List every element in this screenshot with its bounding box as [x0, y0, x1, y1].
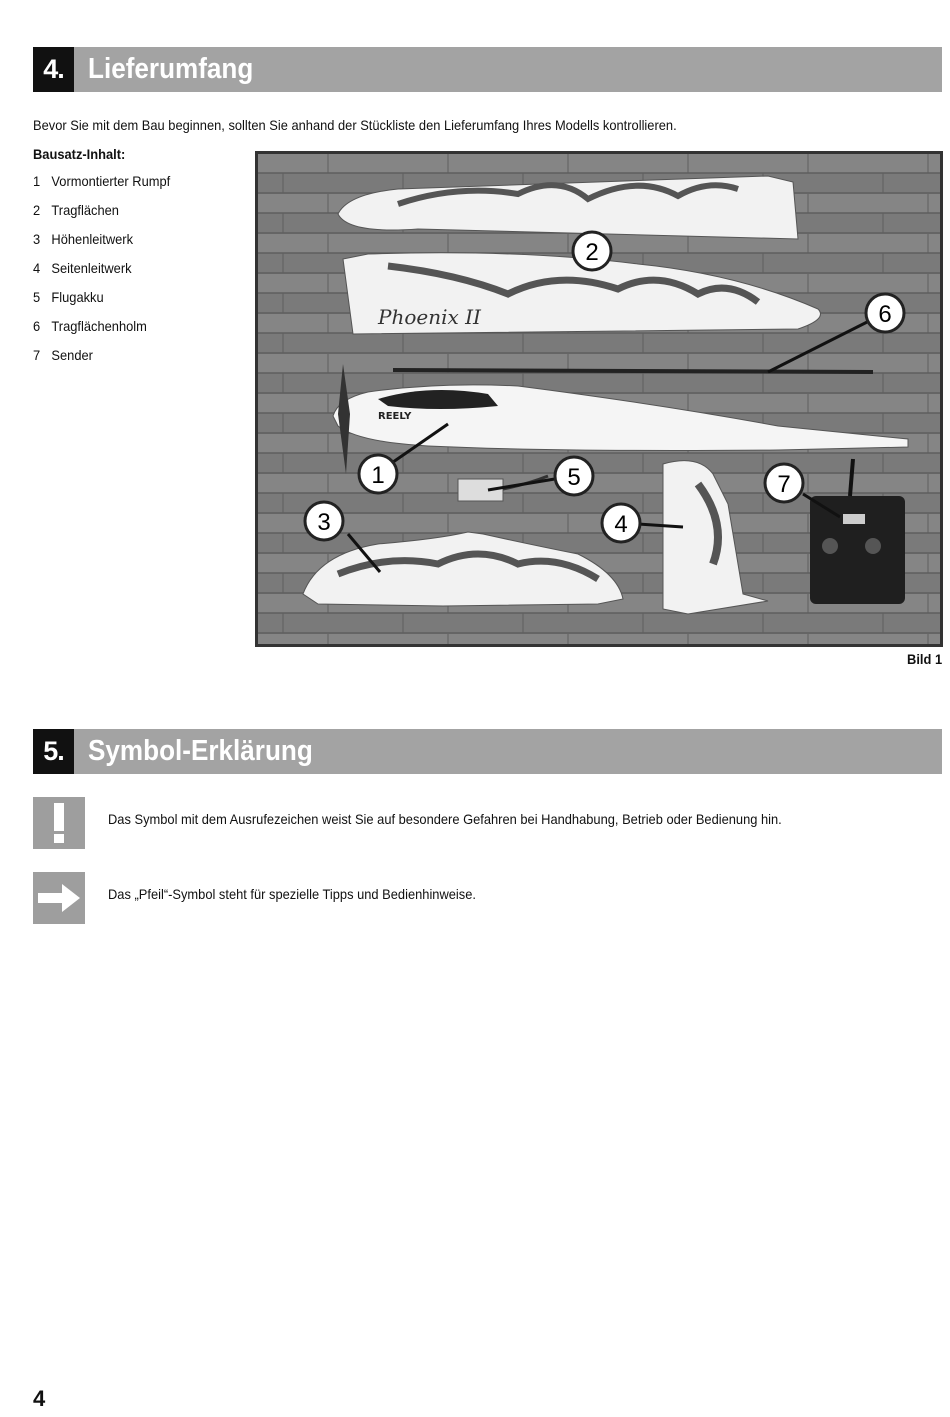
spar [393, 370, 873, 372]
svg-text:5: 5 [567, 464, 581, 491]
kit-photo [255, 151, 943, 647]
callout-5 [555, 457, 593, 495]
section-4-title: Lieferumfang [88, 53, 254, 85]
intro-text: Bevor Sie mit dem Bau beginnen, sollten Sie anhand der Stückliste den Lieferumfang Ihres Modells kontrollieren. [33, 117, 677, 133]
section-4-header [33, 47, 942, 92]
arrow-right-icon [33, 872, 85, 924]
section-4-number: 4. [33, 47, 74, 92]
callout-6 [866, 294, 904, 332]
svg-text:3: 3 [317, 509, 331, 536]
list-item: 6 Tragflächenholm [33, 318, 147, 334]
callout-3 [305, 502, 343, 540]
symbol-arrow-text: Das „Pfeil“-Symbol steht für spezielle Tipps und Bedienhinweise. [108, 886, 476, 902]
callout-2 [573, 232, 611, 270]
section-5-number: 5. [33, 729, 74, 774]
list-item: 2 Tragflächen [33, 202, 119, 218]
svg-text:1: 1 [371, 462, 385, 489]
callout-7 [765, 464, 803, 502]
brand-logo-text: REELY [378, 411, 412, 422]
list-item: 1 Vormontierter Rumpf [33, 173, 171, 189]
parts-list [33, 173, 182, 376]
kit-photo-illustration [258, 154, 940, 644]
section-5-header [33, 729, 942, 774]
list-item: 5 Flugakku [33, 289, 104, 305]
callout-1 [359, 455, 397, 493]
svg-text:2: 2 [585, 239, 599, 266]
wing-logo-text: Phoenix II [378, 305, 481, 329]
exclamation-icon [33, 797, 85, 849]
list-item: 3 Höhenleitwerk [33, 231, 134, 247]
svg-text:7: 7 [777, 471, 791, 498]
svg-text:4: 4 [614, 511, 628, 538]
symbol-exclamation-text: Das Symbol mit dem Ausrufezeichen weist Sie auf besondere Gefahren bei Handhabung, Betrieb oder Bedienung hin. [108, 811, 782, 827]
list-item: 7 Sender [33, 347, 93, 363]
list-item: 4 Seitenleitwerk [33, 260, 132, 276]
page-number: 4 [33, 1386, 46, 1411]
kit-heading: Bausatz-Inhalt: [33, 146, 126, 162]
section-5-title: Symbol-Erklärung [88, 735, 313, 767]
figure-caption: Bild 1 [906, 651, 942, 667]
svg-text:6: 6 [878, 301, 892, 328]
callout-4 [602, 504, 640, 542]
